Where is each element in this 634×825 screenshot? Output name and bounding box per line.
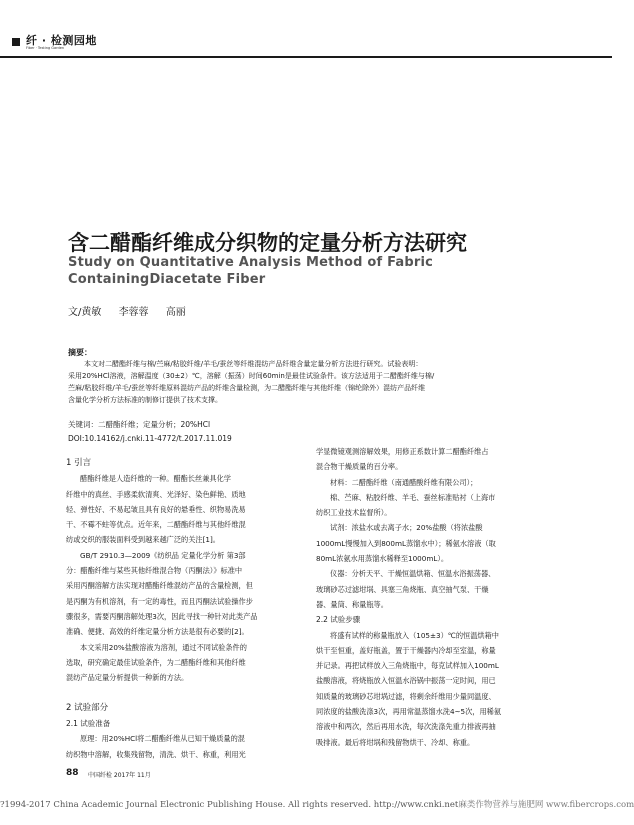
section-heading: 1 引言	[66, 458, 92, 468]
body-line: 准确、便捷、高效的纤维定量分析方法是很有必要的[2]。	[66, 627, 249, 637]
body-line: 混纺产品定量分析提供一种新的方法。	[66, 673, 189, 683]
body-line: 骤很多，需要丙酮溶解处理3次，因此寻找一种针对此类产品	[66, 611, 258, 621]
body-line: 器、量筒、称量瓶等。	[316, 599, 388, 609]
body-line: 纺织物中溶解，收集残留物，清洗、烘干、称重，利用光	[66, 749, 246, 759]
right-column	[316, 444, 554, 750]
abstract-body	[68, 358, 540, 406]
paragraph-line: 原理：用20%HCl将二醋酯纤维从已知干燥质量的混	[80, 734, 245, 744]
header-rule	[0, 56, 612, 58]
body-line: 学显微镜观测溶解效果，用修正系数计算二醋酯纤维占	[316, 447, 489, 456]
body-line: 同浓度的盐酸洗涤3次，再用常温蒸馏水洗4~5次，用稀氨	[316, 707, 502, 717]
paragraph-line: 仪器：分析天平、干燥恒温烘箱、恒温水浴振荡器、	[330, 569, 496, 579]
article-title-en-line2: ContainingDiacetate Fiber	[68, 272, 266, 287]
body-line: 选取，研究确定最佳试验条件，为二醋酯纤维和其他纤维	[66, 657, 246, 667]
paragraph-line: 棉、苎麻、粘胶纤维、羊毛、蚕丝标准贴衬（上海市	[330, 492, 496, 502]
abstract-line: 采用20%HCl溶液，溶解温度（30±2）℃，溶解（振荡）时间60min是最佳试验条件。该方法适用于二醋酯纤维与棉/	[68, 372, 435, 380]
body-line: 80mL浓氨水用蒸馏水稀释至1000mL）。	[316, 554, 449, 564]
body-line: 吸排液。最后将坩埚和残留物烘干、冷却、称重。	[316, 737, 475, 747]
abstract-line: 含量化学分析方法标准的制修订提供了技术支撑。	[68, 396, 222, 404]
section-heading: 2 试验部分	[66, 702, 109, 713]
body-line: 分：醋酯纤维与某些其他纤维混合物（丙酮法）》标准中	[66, 566, 243, 576]
article-title-cn: 含二醋酯纤维成分织物的定量分析方法研究	[68, 230, 467, 255]
body-line: 知质量的玻璃砂芯坩埚过滤，将剩余纤维用少量同温度、	[316, 691, 496, 701]
author: 高丽	[165, 307, 186, 318]
journal-source: 中国纤检 2017年 11月	[88, 772, 151, 779]
body-line: 并记录。再把试样放入三角烧瓶中，每克试样加入100mL	[316, 661, 499, 671]
page-number: 88	[66, 768, 79, 778]
subsection-heading: 2.2 试验步骤	[316, 615, 361, 625]
watermark-text: 麻类作物营养与施肥网 www.fibercrops.com	[458, 800, 634, 810]
section-marker	[12, 38, 20, 46]
author: 文/黄敏	[68, 307, 102, 318]
paragraph-line: 材料：二醋酯纤维（南通醋酸纤维有限公司）；	[330, 477, 478, 487]
keywords: 关键词：二醋酯纤维；定量分析；20%HCl	[68, 420, 211, 429]
body-line: 烘干至恒重，盖好瓶盖，置于干燥器内冷却至室温，称量	[316, 645, 496, 655]
body-line: 轻、弹性好、不易起皱且具有良好的悬垂性、织物易洗易	[66, 504, 246, 514]
body-line: 纺织工业技术监督所）。	[316, 508, 392, 518]
section-title: 纤 · 检测园地	[26, 34, 97, 47]
copyright-footer	[0, 798, 634, 810]
article-title-en-line1: Study on Quantitative Analysis Method of Fabric	[68, 255, 434, 270]
section-subtitle: Fiber · Testing Garden	[26, 46, 65, 50]
body-line: 采用丙酮溶解方法实现对醋酯纤维混纺产品的含量检测，但	[66, 581, 253, 591]
copyright-text: ?1994-2017 China Academic Journal Electronic Publishing House. All rights reserved. http://www.cnki.net	[0, 800, 459, 810]
body-line: 是丙酮为有机溶剂，有一定的毒性，而且丙酮法试验操作步	[66, 596, 253, 606]
abstract-line: 本文对二醋酯纤维与棉/苎麻/粘胶纤维/羊毛/蚕丝等纤维混纺产品纤维含量定量分析方法进行研究。试验表明：	[84, 360, 423, 368]
spacer	[66, 685, 300, 700]
body-line: 混合物干燥质量的百分率。	[316, 462, 403, 472]
body-line: 溶液中和两次，然后再用水洗，每次洗涤先重力排液再抽	[316, 722, 496, 732]
body-line: 干、不霉不蛀等优点。近年来，二醋酯纤维与其他纤维混	[66, 520, 246, 530]
paragraph-line: GB/T 2910.3—2009《纺织品 定量化学分析 第3部	[80, 550, 246, 560]
subsection-heading: 2.1 试验准备	[66, 719, 111, 729]
body-line: 盐酸溶液，将烧瓶放入恒温水浴锅中振荡一定时间，用已	[316, 676, 496, 686]
abstract-line: 苎麻/粘胶纤维/羊毛/蚕丝等纤维原料混纺产品的纤维含量检测，为二醋酯纤维与其他纤维（锦纶除外）混纺产品纤维	[68, 384, 426, 392]
body-line: 玻璃砂芯过滤坩埚、具塞三角烧瓶、真空抽气泵、干燥	[316, 584, 489, 594]
doi: DOI:10.14162/j.cnki.11-4772/t.2017.11.019	[68, 434, 232, 443]
author: 李蓉蓉	[118, 307, 149, 318]
paragraph-line: 本文采用20%盐酸溶液为溶剂，通过不同试验条件的	[80, 642, 247, 652]
body-line: 1000mL慢慢加入到800mL蒸馏水中）；稀氨水溶液（取	[316, 538, 496, 548]
body-line: 纺或交织的服装面料受到越来越广泛的关注[1]。	[66, 535, 220, 545]
left-column	[66, 456, 300, 762]
authors	[68, 303, 200, 318]
paragraph-line: 将盛有试样的称量瓶放入（105±3）℃的恒温烘箱中	[330, 630, 499, 640]
abstract-heading: 摘要：	[68, 348, 92, 357]
paragraph-line: 醋酯纤维是人造纤维的一种。醋酯长丝兼具化学	[80, 474, 231, 484]
paragraph-line: 试剂：浓盐水或去离子水；20%盐酸（将浓盐酸	[330, 523, 483, 533]
body-line: 纤维中的真丝、手感柔软清爽、光泽好、染色鲜艳、质地	[66, 489, 246, 499]
